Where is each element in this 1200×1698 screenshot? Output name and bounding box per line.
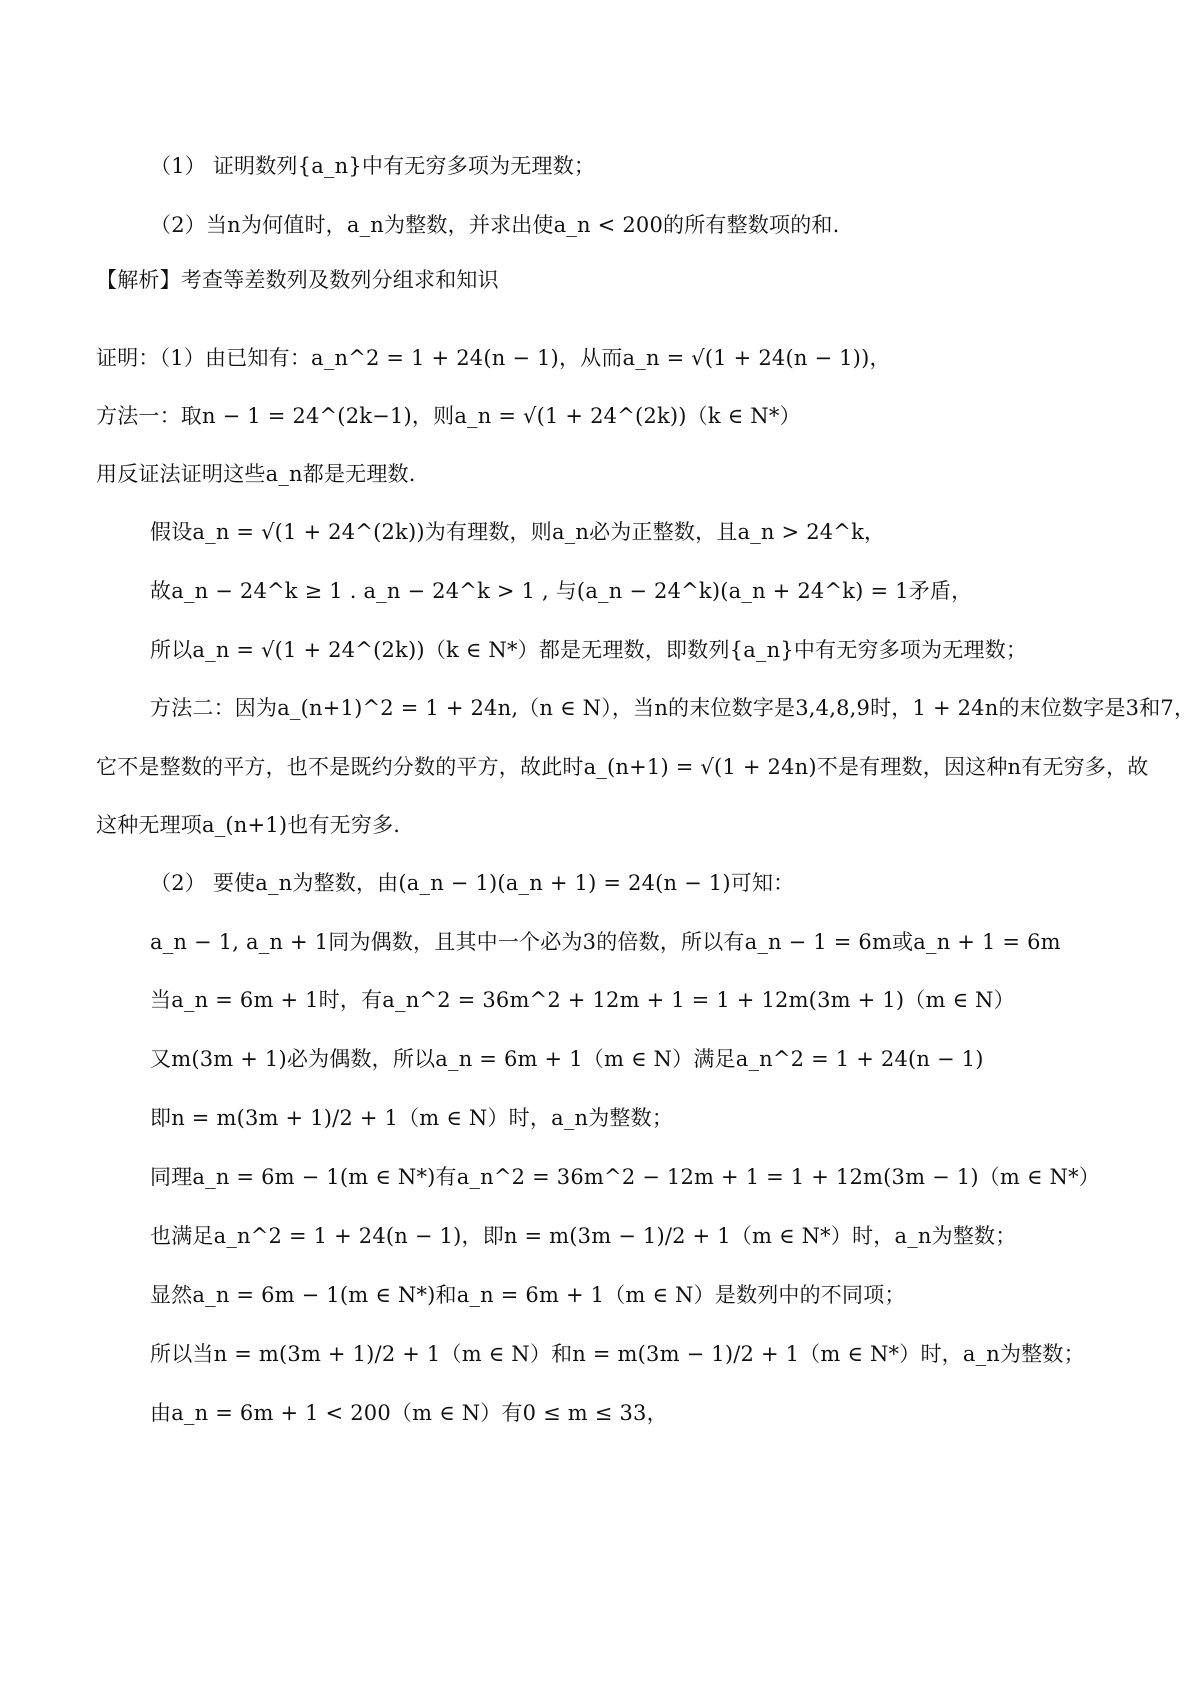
part-two-intro: （2） 要使a_n为整数，由(a_n − 1)(a_n + 1) = 24(n − 1)可知： (150, 871, 795, 895)
contradiction-line: 故a_n − 24^k ≥ 1 . a_n − 24^k > 1 , 与(a_n − 24^k)(a_n + 24^k) = 1矛盾， (150, 579, 973, 603)
parity-line: a_n − 1, a_n + 1同为偶数，且其中一个必为3的倍数，所以有a_n − 1 = 6m或a_n + 1 = 6m (150, 930, 1061, 954)
method-one-line: 方法一：取n − 1 = 24^(2k−1)，则a_n = √(1 + 24^(2k))（k ∈ N*） (96, 404, 801, 428)
method-two-line: 方法二：因为a_(n+1)^2 = 1 + 24n,（n ∈ N），当n的末位数字是3,4,8,9时，1 + 24n的末位数字是3和7， (150, 696, 1196, 720)
conclusion-method-one: 所以a_n = √(1 + 24^(2k))（k ∈ N*）都是无理数，即数列{a_n}中有无穷多项为无理数； (150, 638, 1028, 662)
integer-condition-line: 所以当n = m(3m + 1)/2 + 1（m ∈ N）和n = m(3m − 1)/2 + 1（m ∈ N*）时，a_n为整数； (150, 1342, 1085, 1366)
analysis-heading: 【解析】考查等差数列及数列分组求和知识 (96, 268, 499, 292)
even-line: 又m(3m + 1)必为偶数，所以a_n = 6m + 1（m ∈ N）满足a_n^2 = 1 + 24(n − 1) (150, 1047, 984, 1071)
method-two-explanation: 它不是整数的平方，也不是既约分数的平方，故此时a_(n+1) = √(1 + 24n)不是有理数，因这种n有无穷多，故 (96, 755, 1149, 779)
n-formula-one: 即n = m(3m + 1)/2 + 1（m ∈ N）时，a_n为整数； (150, 1106, 674, 1130)
range-line: 由a_n = 6m + 1 < 200（m ∈ N）有0 ≤ m ≤ 33， (150, 1401, 668, 1425)
method-two-conclusion: 这种无理项a_(n+1)也有无穷多. (96, 813, 401, 837)
contradiction-intro: 用反证法证明这些a_n都是无理数. (96, 462, 416, 486)
proof-intro: 证明：（1）由已知有：a_n^2 = 1 + 24(n − 1)，从而a_n = √(1 + 24(n − 1))， (96, 346, 891, 370)
case-two-line: 同理a_n = 6m − 1(m ∈ N*)有a_n^2 = 36m^2 − 12m + 1 = 1 + 12m(3m − 1)（m ∈ N*） (150, 1165, 1101, 1189)
question-part-1: （1） 证明数列{a_n}中有无穷多项为无理数； (150, 154, 596, 178)
distinct-items-line: 显然a_n = 6m − 1(m ∈ N*)和a_n = 6m + 1（m ∈ N）是数列中的不同项； (150, 1283, 906, 1307)
case-one-line: 当a_n = 6m + 1时，有a_n^2 = 36m^2 + 12m + 1 = 1 + 12m(3m + 1)（m ∈ N） (150, 988, 1015, 1012)
question-part-2: （2）当n为何值时，a_n为整数，并求出使a_n < 200的所有整数项的和. (150, 213, 840, 237)
assumption-line: 假设a_n = √(1 + 24^(2k))为有理数，则a_n必为正整数，且a_n > 24^k， (150, 520, 886, 544)
n-formula-two: 也满足a_n^2 = 1 + 24(n − 1)，即n = m(3m − 1)/2 + 1（m ∈ N*）时，a_n为整数； (150, 1224, 1017, 1248)
